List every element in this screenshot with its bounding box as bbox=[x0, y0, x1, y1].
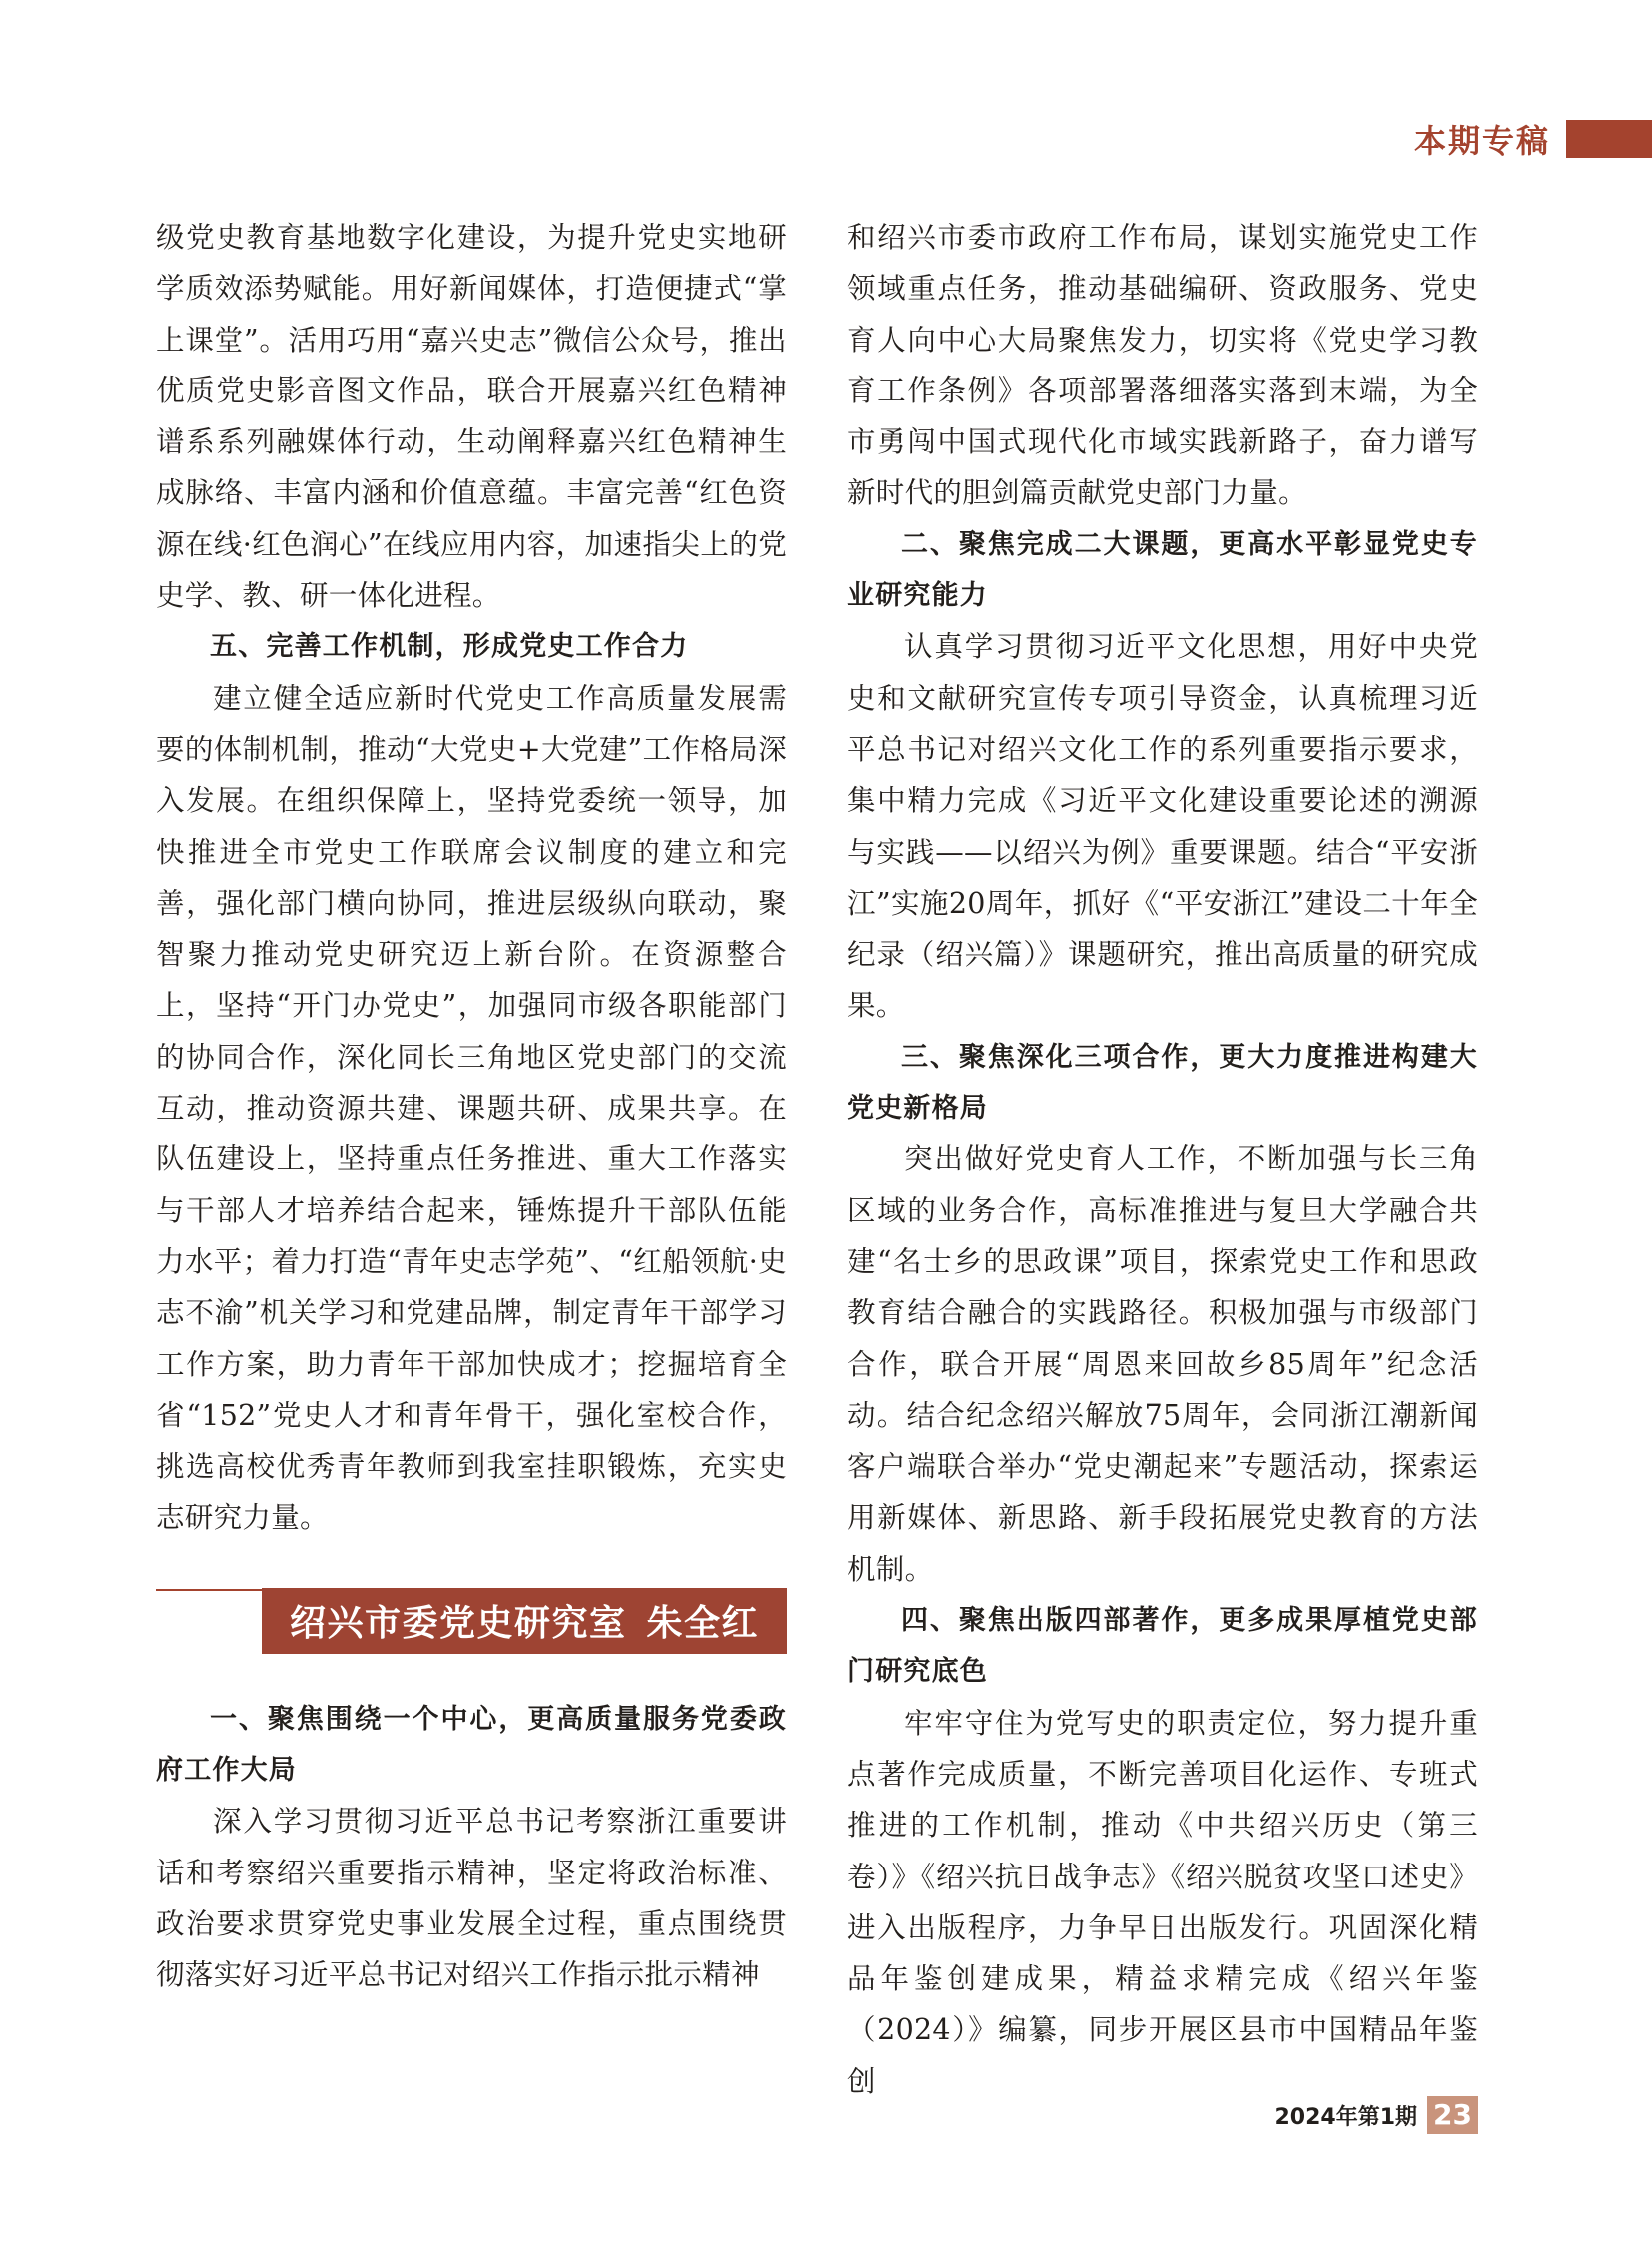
page-number: 23 bbox=[1427, 2096, 1478, 2134]
heading-section-3: 三、聚焦深化三项合作，更大力度推进构建大党史新格局 bbox=[847, 1041, 1478, 1124]
paragraph-research-topics: 认真学习贯彻习近平文化思想，用好中央党史和文献研究宣传专项引导资金，认真梳理习近平总书记对绍兴文化工作的系列重要指示要求，集中精力完成《习近平文化建设重要论述的溯源与实践——以绍兴为例》重要课题。结合“平安浙江”实施20周年，抓好《“平安浙江”建设二十年全纪录（绍兴篇）》课题研究，推出高质量的研究成果。 bbox=[847, 630, 1478, 1023]
author-name: 朱全红 bbox=[646, 1603, 760, 1645]
section-tag-bar bbox=[1566, 120, 1652, 158]
left-column bbox=[156, 212, 787, 2001]
heading-section-1: 一、聚焦围绕一个中心，更高质量服务党委政府工作大局 bbox=[156, 1703, 787, 1787]
author-organization: 绍兴市委党史研究室 bbox=[289, 1603, 627, 1645]
paragraph-digital-education: 级党史教育基地数字化建设，为提升党史实地研学质效添势赋能。用好新闻媒体，打造便捷式“掌上课堂”。活用巧用“嘉兴史志”微信公众号，推出优质党史影音图文作品，联合开展嘉兴红色精神谱系系列融媒体行动，生动阐释嘉兴红色精神生成脉络、丰富内涵和价值意蕴。丰富完善“红色资源在线·红色润心”在线应用内容，加速指尖上的党史学、教、研一体化进程。 bbox=[156, 221, 787, 613]
paragraph-work-layout: 和绍兴市委市政府工作布局，谋划实施党史工作领域重点任务，推动基础编研、资政服务、党史育人向中心大局聚焦发力，切实将《党史学习教育工作条例》各项部署落细落实落到末端，为全市勇闯中国式现代化市域实践新路子，奋力谱写新时代的胆剑篇贡献党史部门力量。 bbox=[847, 221, 1478, 510]
paragraph-cooperation: 突出做好党史育人工作，不断加强与长三角区域的业务合作，高标准推进与复旦大学融合共建“名士乡的思政课”项目，探索党史工作和思政教育结合融合的实践路径。积极加强与市级部门合作，联合开展“周恩来回故乡85周年”纪念活动。结合纪念绍兴解放75周年，会同浙江潮新闻客户端联合举办“党史潮起来”专题活动，探索运用新媒体、新思路、新手段拓展党史教育的方法机制。 bbox=[847, 1142, 1478, 1586]
heading-section-4: 四、聚焦出版四部著作，更多成果厚植党史部门研究底色 bbox=[847, 1605, 1478, 1688]
section-tag-label: 本期专稿 bbox=[1413, 122, 1550, 160]
right-column bbox=[847, 212, 1478, 2107]
author-block bbox=[156, 1586, 787, 1658]
section-tag bbox=[1414, 115, 1652, 163]
issue-label: 2024年第1期 bbox=[1274, 2104, 1418, 2130]
author-banner bbox=[262, 1588, 787, 1654]
paragraph-publications: 牢牢守住为党写史的职责定位，努力提升重点著作完成质量，不断完善项目化运作、专班式推进的工作机制，推动《中共绍兴历史（第三卷）》《绍兴抗日战争志》《绍兴脱贫攻坚口述史》进入出版程序，力争早日出版发行。巩固深化精品年鉴创建成果，精益求精完成《绍兴年鉴（2024）》编纂，同步开展区县市中国精品年鉴创 bbox=[847, 1706, 1478, 2098]
heading-section-2: 二、聚焦完成二大课题，更高水平彰显党史专业研究能力 bbox=[847, 528, 1478, 612]
paragraph-work-mechanism: 建立健全适应新时代党史工作高质量发展需要的体制机制，推动“大党史+大党建”工作格局深入发展。在组织保障上，坚持党委统一领导，加快推进全市党史工作联席会议制度的建立和完善，强化部门横向协同，推进层级纵向联动，聚智聚力推动党史研究迈上新台阶。在资源整合上，坚持“开门办党史”，加强同市级各职能部门的协同合作，深化同长三角地区党史部门的交流互动，推动资源共建、课题共研、成果共享。在队伍建设上，坚持重点任务推进、重大工作落实与干部人才培养结合起来，锤炼提升干部队伍能力水平；着力打造“青年史志学苑”、“红船领航·史志不渝”机关学习和党建品牌，制定青年干部学习工作方案，助力青年干部加快成才；挖掘培育全省“152”党史人才和青年骨干，强化室校合作，挑选高校优秀青年教师到我室挂职锻炼，充实史志研究力量。 bbox=[156, 681, 787, 1535]
paragraph-study-implement: 深入学习贯彻习近平总书记考察浙江重要讲话和考察绍兴重要指示精神，坚定将政治标准、政治要求贯穿党史事业发展全过程，重点围绕贯彻落实好习近平总书记对绍兴工作指示批示精神 bbox=[156, 1805, 787, 1992]
heading-section-5: 五、完善工作机制，形成党史工作合力 bbox=[210, 631, 689, 663]
page-footer bbox=[1274, 2096, 1478, 2134]
